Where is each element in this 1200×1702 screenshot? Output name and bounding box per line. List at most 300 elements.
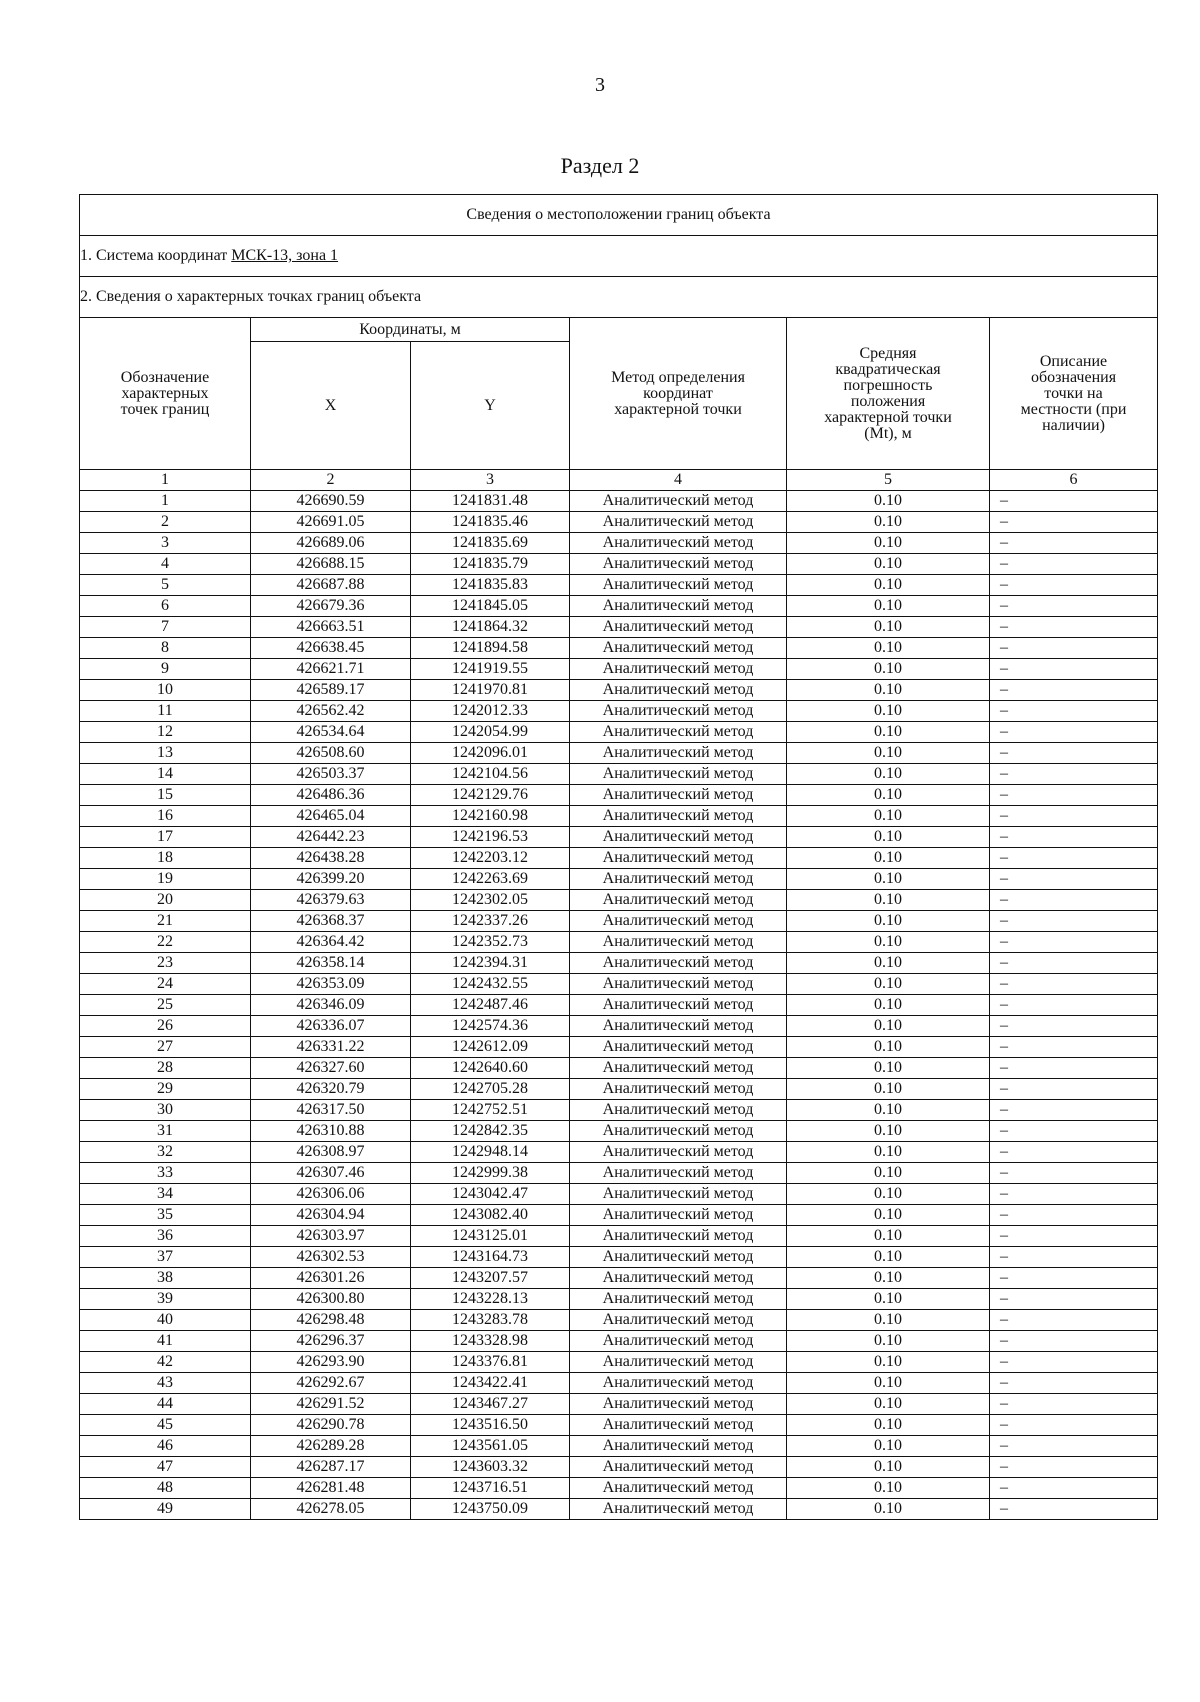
description: –: [990, 953, 1158, 974]
error-value: 0.10: [787, 722, 990, 743]
header-x: X: [251, 342, 411, 470]
point-number: 5: [80, 575, 251, 596]
coordinate-y: 1242705.28: [411, 1079, 570, 1100]
coordinate-x: 426638.45: [251, 638, 411, 659]
method: Аналитический метод: [570, 1247, 787, 1268]
coordinate-x: 426364.42: [251, 932, 411, 953]
point-number: 31: [80, 1121, 251, 1142]
error-value: 0.10: [787, 1247, 990, 1268]
coordinate-x: 426298.48: [251, 1310, 411, 1331]
description: –: [990, 491, 1158, 512]
method: Аналитический метод: [570, 1457, 787, 1478]
table-row: [80, 1142, 1158, 1163]
method: Аналитический метод: [570, 1121, 787, 1142]
description: –: [990, 575, 1158, 596]
error-value: 0.10: [787, 617, 990, 638]
point-number: 41: [80, 1331, 251, 1352]
error-value: 0.10: [787, 827, 990, 848]
description: –: [990, 638, 1158, 659]
point-number: 32: [80, 1142, 251, 1163]
coordinate-x: 426621.71: [251, 659, 411, 680]
coordinate-y: 1242752.51: [411, 1100, 570, 1121]
error-value: 0.10: [787, 680, 990, 701]
method: Аналитический метод: [570, 1142, 787, 1163]
method: Аналитический метод: [570, 1100, 787, 1121]
method: Аналитический метод: [570, 1079, 787, 1100]
coordinate-y: 1242302.05: [411, 890, 570, 911]
error-value: 0.10: [787, 575, 990, 596]
error-value: 0.10: [787, 491, 990, 512]
description: –: [990, 1310, 1158, 1331]
error-value: 0.10: [787, 1058, 990, 1079]
table-row: [80, 848, 1158, 869]
description: –: [990, 1394, 1158, 1415]
table-row: [80, 785, 1158, 806]
table-row: [80, 680, 1158, 701]
description: –: [990, 1478, 1158, 1499]
table-row: [80, 1457, 1158, 1478]
method: Аналитический метод: [570, 659, 787, 680]
coordinate-x: 426307.46: [251, 1163, 411, 1184]
coordinate-y: 1242999.38: [411, 1163, 570, 1184]
header-row-1: [80, 318, 1158, 342]
coordinate-x: 426353.09: [251, 974, 411, 995]
point-number: 18: [80, 848, 251, 869]
coordinate-y: 1243125.01: [411, 1226, 570, 1247]
header-method: Метод определения координат характерной точки: [570, 318, 787, 470]
coordinate-y: 1242394.31: [411, 953, 570, 974]
error-value: 0.10: [787, 1142, 990, 1163]
header-coordinates: Координаты, м: [251, 318, 570, 342]
header-description: Описание обозначения точки на местности (при наличии): [990, 318, 1158, 470]
table-row: [80, 1058, 1158, 1079]
error-value: 0.10: [787, 1121, 990, 1142]
error-value: 0.10: [787, 1205, 990, 1226]
method: Аналитический метод: [570, 764, 787, 785]
point-number: 42: [80, 1352, 251, 1373]
description: –: [990, 890, 1158, 911]
error-value: 0.10: [787, 1268, 990, 1289]
table-row: [80, 890, 1158, 911]
point-number: 36: [80, 1226, 251, 1247]
description: –: [990, 1457, 1158, 1478]
coordinate-x: 426465.04: [251, 806, 411, 827]
coordinate-y: 1242612.09: [411, 1037, 570, 1058]
coordinate-x: 426534.64: [251, 722, 411, 743]
coordinate-y: 1241864.32: [411, 617, 570, 638]
coordinate-y: 1243750.09: [411, 1499, 570, 1520]
method: Аналитический метод: [570, 953, 787, 974]
description: –: [990, 680, 1158, 701]
coordinate-system-value: МСК-13, зона 1: [231, 247, 339, 264]
method: Аналитический метод: [570, 1289, 787, 1310]
table-row: [80, 1247, 1158, 1268]
table-row: [80, 806, 1158, 827]
coordinate-x: 426663.51: [251, 617, 411, 638]
table-row: [80, 932, 1158, 953]
description: –: [990, 869, 1158, 890]
point-number: 46: [80, 1436, 251, 1457]
coordinate-y: 1242203.12: [411, 848, 570, 869]
method: Аналитический метод: [570, 680, 787, 701]
coordinate-system-row: [80, 236, 1158, 277]
coordinate-y: 1242432.55: [411, 974, 570, 995]
column-number: 4: [570, 470, 787, 491]
description: –: [990, 764, 1158, 785]
table-row: [80, 1163, 1158, 1184]
table-row: [80, 491, 1158, 512]
coordinate-x: 426688.15: [251, 554, 411, 575]
description: –: [990, 932, 1158, 953]
description: –: [990, 1436, 1158, 1457]
error-value: 0.10: [787, 911, 990, 932]
coordinate-x: 426308.97: [251, 1142, 411, 1163]
description: –: [990, 1499, 1158, 1520]
description: –: [990, 995, 1158, 1016]
point-number: 30: [80, 1100, 251, 1121]
point-number: 44: [80, 1394, 251, 1415]
coordinate-x: 426679.36: [251, 596, 411, 617]
method: Аналитический метод: [570, 806, 787, 827]
method: Аналитический метод: [570, 1184, 787, 1205]
method: Аналитический метод: [570, 911, 787, 932]
coordinate-x: 426331.22: [251, 1037, 411, 1058]
method: Аналитический метод: [570, 1268, 787, 1289]
description: –: [990, 974, 1158, 995]
coordinate-y: 1243376.81: [411, 1352, 570, 1373]
point-number: 34: [80, 1184, 251, 1205]
table-row: [80, 1100, 1158, 1121]
method: Аналитический метод: [570, 554, 787, 575]
point-number: 45: [80, 1415, 251, 1436]
coordinate-x: 426691.05: [251, 512, 411, 533]
coordinate-x: 426306.06: [251, 1184, 411, 1205]
error-value: 0.10: [787, 1394, 990, 1415]
point-number: 21: [80, 911, 251, 932]
error-value: 0.10: [787, 638, 990, 659]
description: –: [990, 743, 1158, 764]
method: Аналитический метод: [570, 785, 787, 806]
error-value: 0.10: [787, 1310, 990, 1331]
description: –: [990, 1268, 1158, 1289]
point-number: 15: [80, 785, 251, 806]
coordinate-y: 1241894.58: [411, 638, 570, 659]
method: Аналитический метод: [570, 512, 787, 533]
coordinate-x: 426304.94: [251, 1205, 411, 1226]
header-error: Средняя квадратическая погрешность положения характерной точки (Mt), м: [787, 318, 990, 470]
error-value: 0.10: [787, 806, 990, 827]
point-number: 26: [80, 1016, 251, 1037]
coordinate-y: 1243164.73: [411, 1247, 570, 1268]
method: Аналитический метод: [570, 743, 787, 764]
coordinate-y: 1242054.99: [411, 722, 570, 743]
coordinate-y: 1243283.78: [411, 1310, 570, 1331]
coordinate-y: 1242574.36: [411, 1016, 570, 1037]
coordinate-y: 1241835.79: [411, 554, 570, 575]
coordinate-x: 426438.28: [251, 848, 411, 869]
coordinate-x: 426486.36: [251, 785, 411, 806]
coordinate-x: 426302.53: [251, 1247, 411, 1268]
point-number: 29: [80, 1079, 251, 1100]
coordinate-y: 1243042.47: [411, 1184, 570, 1205]
coordinate-system: [80, 236, 1158, 277]
description: –: [990, 1100, 1158, 1121]
table-row: [80, 1415, 1158, 1436]
method: Аналитический метод: [570, 869, 787, 890]
method: Аналитический метод: [570, 1163, 787, 1184]
method: Аналитический метод: [570, 1037, 787, 1058]
header-designation: Обозначение характерных точек границ: [80, 318, 251, 470]
error-value: 0.10: [787, 1289, 990, 1310]
method: Аналитический метод: [570, 1394, 787, 1415]
coordinate-x: 426368.37: [251, 911, 411, 932]
error-value: 0.10: [787, 1457, 990, 1478]
point-number: 3: [80, 533, 251, 554]
coordinate-y: 1241919.55: [411, 659, 570, 680]
error-value: 0.10: [787, 554, 990, 575]
coordinate-y: 1242842.35: [411, 1121, 570, 1142]
coordinate-x: 426281.48: [251, 1478, 411, 1499]
point-number: 24: [80, 974, 251, 995]
coordinate-y: 1242352.73: [411, 932, 570, 953]
coordinate-y: 1243082.40: [411, 1205, 570, 1226]
coordinate-y: 1241970.81: [411, 680, 570, 701]
coordinate-x: 426289.28: [251, 1436, 411, 1457]
point-number: 25: [80, 995, 251, 1016]
method: Аналитический метод: [570, 1499, 787, 1520]
table-row: [80, 1394, 1158, 1415]
description: –: [990, 1142, 1158, 1163]
method: Аналитический метод: [570, 1373, 787, 1394]
coordinate-system-prefix: 1. Система координат: [80, 247, 232, 264]
coordinate-y: 1241835.46: [411, 512, 570, 533]
point-number: 10: [80, 680, 251, 701]
points-title-row: [80, 277, 1158, 318]
point-number: 48: [80, 1478, 251, 1499]
coordinate-y: 1242263.69: [411, 869, 570, 890]
coordinate-x: 426303.97: [251, 1226, 411, 1247]
error-value: 0.10: [787, 1163, 990, 1184]
point-number: 35: [80, 1205, 251, 1226]
column-number: 2: [251, 470, 411, 491]
point-number: 47: [80, 1457, 251, 1478]
column-number: 3: [411, 470, 570, 491]
table-row: [80, 554, 1158, 575]
coordinate-x: 426278.05: [251, 1499, 411, 1520]
table-row: [80, 596, 1158, 617]
description: –: [990, 1352, 1158, 1373]
description: –: [990, 1184, 1158, 1205]
coordinate-x: 426442.23: [251, 827, 411, 848]
method: Аналитический метод: [570, 533, 787, 554]
description: –: [990, 1373, 1158, 1394]
method: Аналитический метод: [570, 1016, 787, 1037]
coordinate-x: 426336.07: [251, 1016, 411, 1037]
error-value: 0.10: [787, 1037, 990, 1058]
table-row: [80, 1205, 1158, 1226]
point-number: 38: [80, 1268, 251, 1289]
table-row: [80, 638, 1158, 659]
point-number: 6: [80, 596, 251, 617]
method: Аналитический метод: [570, 701, 787, 722]
method: Аналитический метод: [570, 638, 787, 659]
description: –: [990, 1079, 1158, 1100]
coordinate-y: 1242104.56: [411, 764, 570, 785]
error-value: 0.10: [787, 1016, 990, 1037]
description: –: [990, 1289, 1158, 1310]
method: Аналитический метод: [570, 1226, 787, 1247]
method: Аналитический метод: [570, 974, 787, 995]
column-number-row: [80, 470, 1158, 491]
coordinate-x: 426358.14: [251, 953, 411, 974]
method: Аналитический метод: [570, 617, 787, 638]
error-value: 0.10: [787, 764, 990, 785]
coordinate-x: 426310.88: [251, 1121, 411, 1142]
description: –: [990, 1058, 1158, 1079]
point-number: 19: [80, 869, 251, 890]
error-value: 0.10: [787, 1331, 990, 1352]
point-number: 43: [80, 1373, 251, 1394]
boundary-points-table: [79, 194, 1158, 1520]
points-title: 2. Сведения о характерных точках границ объекта: [80, 277, 1158, 318]
point-number: 33: [80, 1163, 251, 1184]
coordinate-x: 426562.42: [251, 701, 411, 722]
table-caption-row: [80, 195, 1158, 236]
coordinate-y: 1243603.32: [411, 1457, 570, 1478]
table-row: [80, 869, 1158, 890]
table-row: [80, 1079, 1158, 1100]
coordinate-x: 426292.67: [251, 1373, 411, 1394]
method: Аналитический метод: [570, 848, 787, 869]
table-row: [80, 1478, 1158, 1499]
method: Аналитический метод: [570, 491, 787, 512]
description: –: [990, 1331, 1158, 1352]
table-row: [80, 1352, 1158, 1373]
coordinate-x: 426689.06: [251, 533, 411, 554]
description: –: [990, 1016, 1158, 1037]
description: –: [990, 785, 1158, 806]
point-number: 14: [80, 764, 251, 785]
description: –: [990, 701, 1158, 722]
point-number: 39: [80, 1289, 251, 1310]
method: Аналитический метод: [570, 932, 787, 953]
table-row: [80, 1289, 1158, 1310]
coordinate-x: 426508.60: [251, 743, 411, 764]
point-number: 7: [80, 617, 251, 638]
coordinate-y: 1243467.27: [411, 1394, 570, 1415]
description: –: [990, 848, 1158, 869]
point-number: 40: [80, 1310, 251, 1331]
error-value: 0.10: [787, 1499, 990, 1520]
point-number: 13: [80, 743, 251, 764]
table-row: [80, 722, 1158, 743]
table-row: [80, 1499, 1158, 1520]
description: –: [990, 1226, 1158, 1247]
description: –: [990, 512, 1158, 533]
description: –: [990, 1163, 1158, 1184]
description: –: [990, 911, 1158, 932]
coordinate-x: 426301.26: [251, 1268, 411, 1289]
point-number: 8: [80, 638, 251, 659]
table-row: [80, 1037, 1158, 1058]
method: Аналитический метод: [570, 995, 787, 1016]
coordinate-y: 1242337.26: [411, 911, 570, 932]
table-row: [80, 533, 1158, 554]
coordinate-y: 1241835.69: [411, 533, 570, 554]
description: –: [990, 1121, 1158, 1142]
error-value: 0.10: [787, 932, 990, 953]
method: Аналитический метод: [570, 722, 787, 743]
error-value: 0.10: [787, 596, 990, 617]
point-number: 12: [80, 722, 251, 743]
coordinate-y: 1242012.33: [411, 701, 570, 722]
coordinate-y: 1241845.05: [411, 596, 570, 617]
coordinate-y: 1243561.05: [411, 1436, 570, 1457]
coordinate-y: 1243422.41: [411, 1373, 570, 1394]
coordinate-y: 1243516.50: [411, 1415, 570, 1436]
method: Аналитический метод: [570, 1436, 787, 1457]
description: –: [990, 1205, 1158, 1226]
header-y: Y: [411, 342, 570, 470]
error-value: 0.10: [787, 953, 990, 974]
coordinate-y: 1241831.48: [411, 491, 570, 512]
table-row: [80, 701, 1158, 722]
coordinate-x: 426687.88: [251, 575, 411, 596]
table-row: [80, 1121, 1158, 1142]
table-row: [80, 1226, 1158, 1247]
table-row: [80, 659, 1158, 680]
description: –: [990, 806, 1158, 827]
coordinate-y: 1241835.83: [411, 575, 570, 596]
point-number: 16: [80, 806, 251, 827]
error-value: 0.10: [787, 1373, 990, 1394]
method: Аналитический метод: [570, 575, 787, 596]
coordinate-y: 1242096.01: [411, 743, 570, 764]
error-value: 0.10: [787, 701, 990, 722]
page-number: 3: [595, 74, 605, 96]
coordinate-x: 426327.60: [251, 1058, 411, 1079]
table-row: [80, 1436, 1158, 1457]
error-value: 0.10: [787, 512, 990, 533]
method: Аналитический метод: [570, 890, 787, 911]
table-row: [80, 974, 1158, 995]
coordinate-x: 426317.50: [251, 1100, 411, 1121]
coordinate-y: 1242129.76: [411, 785, 570, 806]
coordinate-x: 426346.09: [251, 995, 411, 1016]
error-value: 0.10: [787, 1352, 990, 1373]
table-row: [80, 764, 1158, 785]
method: Аналитический метод: [570, 1478, 787, 1499]
coordinate-x: 426291.52: [251, 1394, 411, 1415]
error-value: 0.10: [787, 848, 990, 869]
point-number: 1: [80, 491, 251, 512]
point-number: 27: [80, 1037, 251, 1058]
point-number: 20: [80, 890, 251, 911]
section-title: Раздел 2: [560, 153, 640, 178]
description: –: [990, 617, 1158, 638]
point-number: 2: [80, 512, 251, 533]
error-value: 0.10: [787, 1100, 990, 1121]
table-row: [80, 1016, 1158, 1037]
coordinate-y: 1242640.60: [411, 1058, 570, 1079]
coordinate-x: 426503.37: [251, 764, 411, 785]
error-value: 0.10: [787, 1184, 990, 1205]
error-value: 0.10: [787, 1478, 990, 1499]
point-number: 49: [80, 1499, 251, 1520]
coordinate-x: 426399.20: [251, 869, 411, 890]
method: Аналитический метод: [570, 1352, 787, 1373]
method: Аналитический метод: [570, 1058, 787, 1079]
